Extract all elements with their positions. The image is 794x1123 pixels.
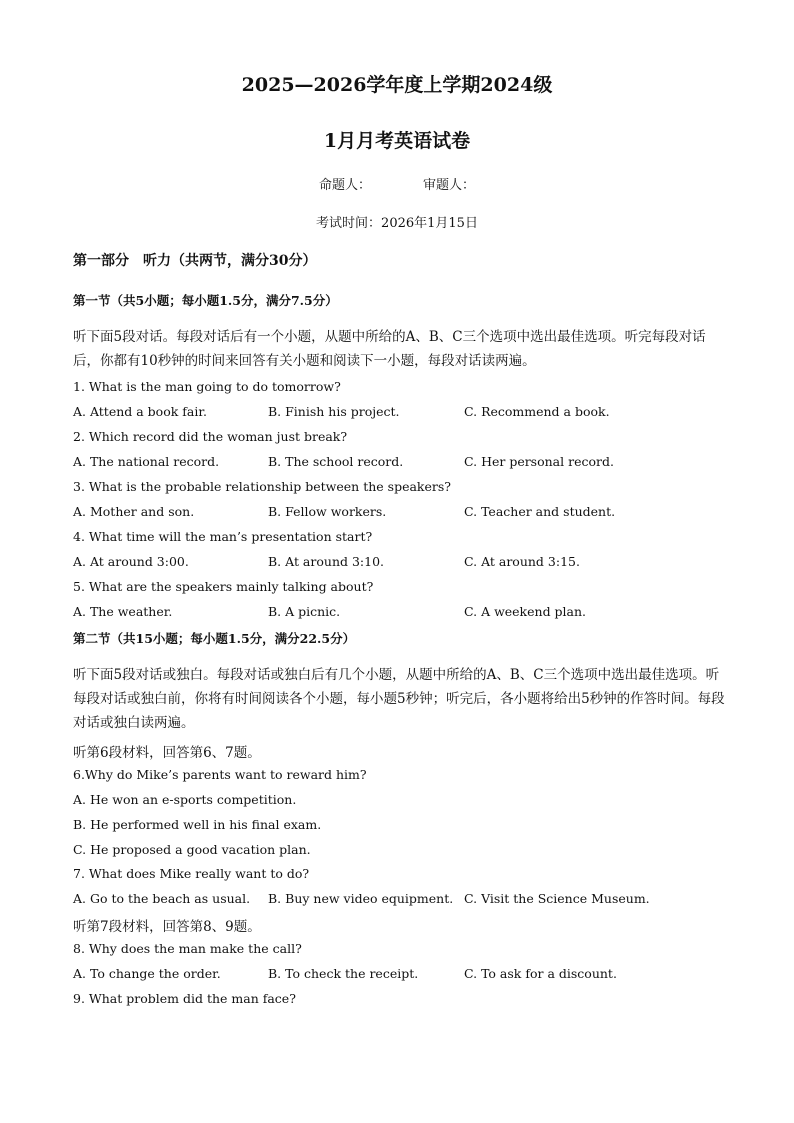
q2-option-b: B. The school record.: [268, 454, 404, 469]
q3-option-b: B. Fellow workers.: [268, 504, 387, 519]
q1-option-c: C. Recommend a book.: [464, 404, 610, 419]
exam-authors: [0, 174, 794, 193]
material-6-label: 听第6段材料，回答第6、7题。: [73, 745, 261, 761]
q8-option-b: B. To check the receipt.: [268, 966, 419, 981]
question-4: 4. What time will the man’s presentation start?: [73, 529, 373, 544]
question-9: 9. What problem did the man face?: [73, 991, 296, 1006]
exam-title-year: 2025—2026学年度上学期2024级: [241, 74, 553, 96]
question-8: 8. Why does the man make the call?: [73, 941, 302, 956]
material-7-label: 听第7段材料，回答第8、9题。: [73, 919, 261, 935]
q2-option-a: A. The national record.: [73, 454, 220, 469]
question-2: 2. Which record did the woman just break?: [73, 429, 348, 444]
q3-option-c: C. Teacher and student.: [464, 504, 616, 519]
q6-option-c: C. He proposed a good vacation plan.: [73, 842, 311, 857]
question-1: 1. What is the man going to do tomorrow?: [73, 379, 341, 394]
question-7: 7. What does Mike really want to do?: [73, 866, 310, 881]
q8-option-a: A. To change the order.: [73, 966, 221, 981]
q5-option-a: A. The weather.: [73, 604, 173, 619]
exam-time: 考试时间：2026年1月15日: [316, 216, 478, 231]
q4-option-a: A. At around 3:00.: [73, 554, 189, 569]
section1-instructions: 听下面5段对话。每段对话后有一个小题，从题中所给的A、B、C三个选项中选出最佳选项。听完每段对话后，你都有10秒钟的时间来回答有关小题和阅读下一小题，每段对话读两遍。: [73, 329, 706, 369]
reviewer-label: 审题人：: [423, 178, 476, 193]
question-5: 5. What are the speakers mainly talking about?: [73, 579, 374, 594]
q8-option-c: C. To ask for a discount.: [464, 966, 617, 981]
question-6: 6.Why do Mike’s parents want to reward him?: [73, 767, 367, 782]
q5-option-b: B. A picnic.: [268, 604, 341, 619]
q7-option-c: C. Visit the Science Museum.: [464, 891, 650, 906]
section1-title: 第一节（共5小题；每小题1.5分，满分7.5分）: [73, 293, 338, 308]
exam-title-subject: 1月月考英语试卷: [323, 130, 471, 152]
q1-option-b: B. Finish his project.: [268, 404, 400, 419]
q7-option-a: A. Go to the beach as usual.: [73, 891, 251, 906]
q5-option-c: C. A weekend plan.: [464, 604, 587, 619]
q3-option-a: A. Mother and son.: [73, 504, 195, 519]
q4-option-b: B. At around 3:10.: [268, 554, 385, 569]
q1-option-a: A. Attend a book fair.: [73, 404, 207, 419]
section2-instructions: 听下面5段对话或独白。每段对话或独白后有几个小题，从题中所给的A、B、C三个选项中选出最佳选项。听每段对话或独白前，你将有时间阅读各个小题，每小题5秒钟；听完后，各小题将给出5秒钟的作答时间。每段对话或独白读两遍。: [73, 667, 725, 731]
q4-option-c: C. At around 3:15.: [464, 554, 580, 569]
question-3: 3. What is the probable relationship between the speakers?: [73, 479, 451, 494]
author-label: 命题人：: [318, 178, 371, 193]
q7-option-b: B. Buy new video equipment.: [268, 891, 454, 906]
q2-option-c: C. Her personal record.: [464, 454, 614, 469]
part1-title: 第一部分 听力（共两节，满分30分）: [73, 253, 317, 269]
section2-title: 第二节（共15小题；每小题1.5分，满分22.5分）: [73, 631, 356, 646]
q6-option-b: B. He performed well in his final exam.: [73, 817, 322, 832]
q6-option-a: A. He won an e-sports competition.: [73, 792, 297, 807]
